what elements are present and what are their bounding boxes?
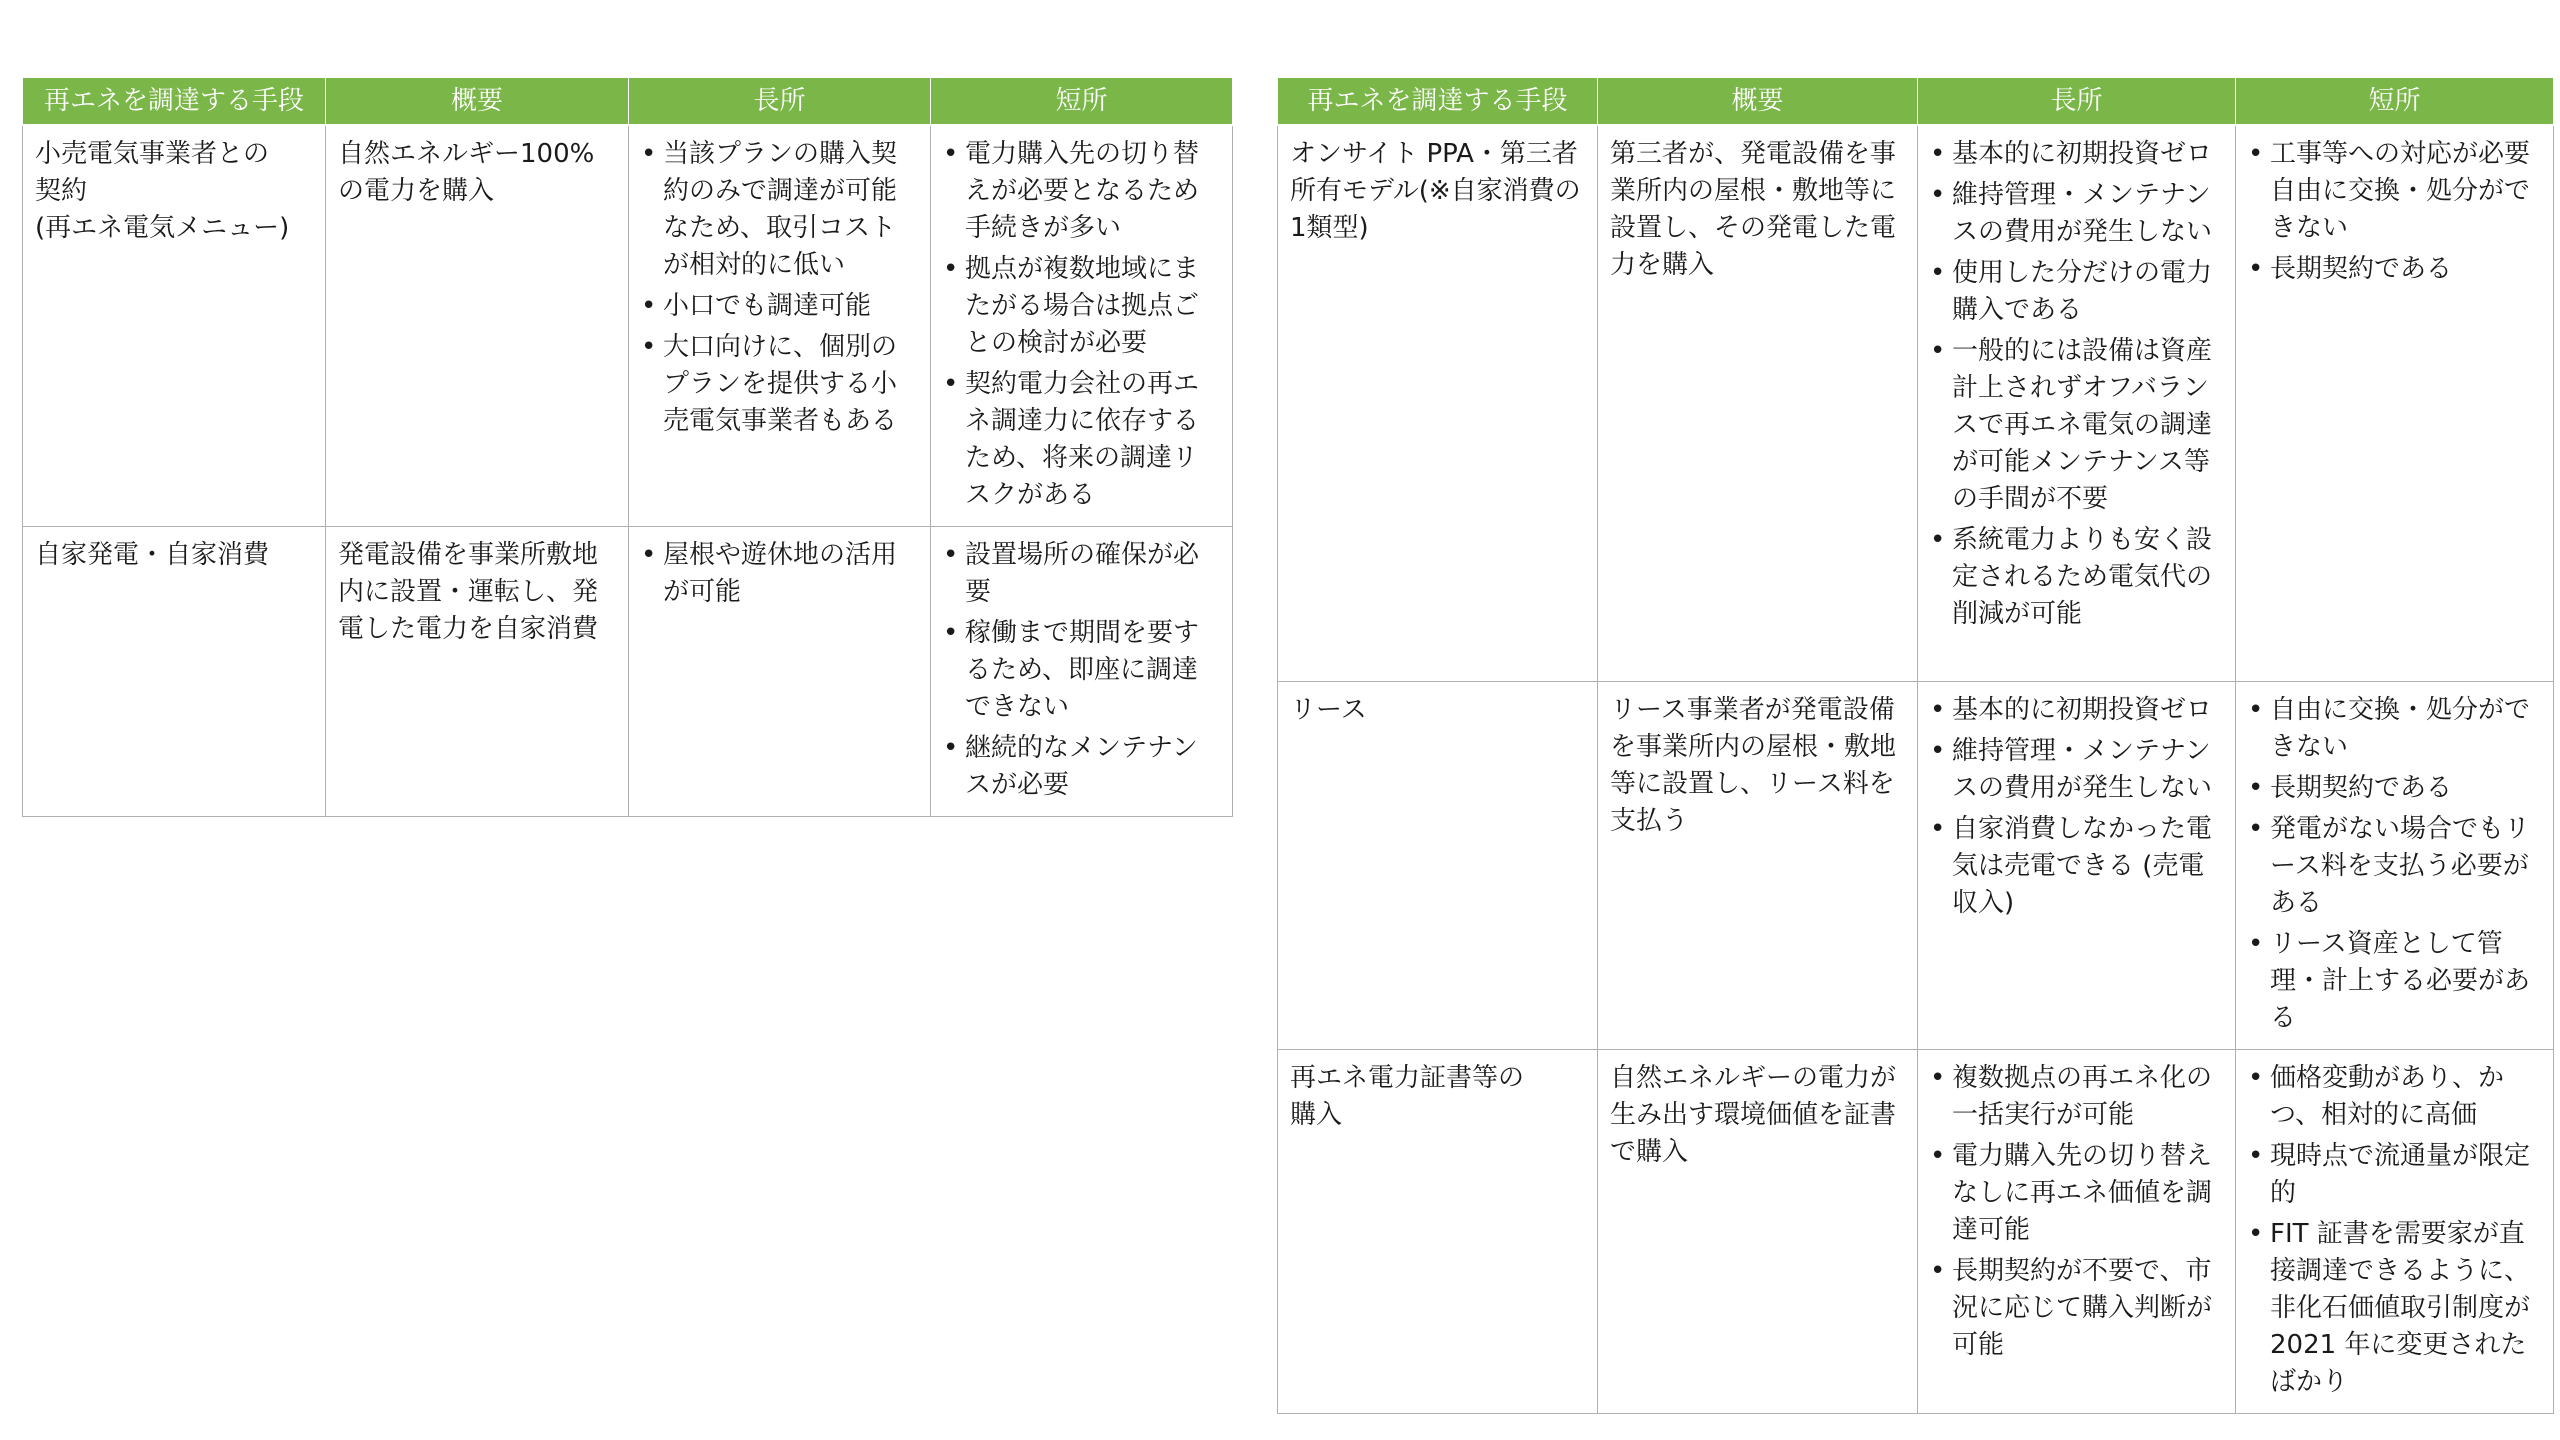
method-cell: オンサイト PPA・第三者所有モデル(※自家消費の1類型) — [1278, 125, 1598, 681]
cons-item: • 自由に交換・処分ができない — [2248, 692, 2543, 766]
cons-item: • 電力購入先の切り替えが必要となるため手続きが多い — [943, 136, 1222, 247]
pros-item: • 一般的には設備は資産計上されずオフバランスで再エネ電気の調達が可能メンテナンス等の手間が不要 — [1930, 333, 2225, 518]
header-method: 再エネを調達する手段 — [1278, 78, 1598, 125]
table-row — [23, 125, 1233, 527]
pros-item: • 小口でも調達可能 — [641, 288, 920, 325]
method-line: 小売電気事業者との — [35, 139, 270, 169]
method-cell — [23, 125, 326, 527]
header-row — [1278, 78, 2554, 125]
method-line: 契約 — [35, 176, 88, 206]
cons-cell — [931, 527, 1233, 817]
pros-cell — [1918, 1049, 2236, 1413]
pros-item: • 使用した分だけの電力購入である — [1930, 255, 2225, 329]
comparison-table-left — [22, 78, 1233, 817]
pros-cell — [1918, 681, 2236, 1049]
summary-cell: 自然エネルギー100%の電力を購入 — [326, 125, 629, 527]
pros-item: • 維持管理・メンテナンスの費用が発生しない — [1930, 733, 2225, 807]
pros-item: • 屋根や遊休地の活用が可能 — [641, 537, 920, 611]
pros-item: • 維持管理・メンテナンスの費用が発生しない — [1930, 177, 2225, 251]
header-pros: 長所 — [1918, 78, 2236, 125]
pros-cell — [629, 527, 931, 817]
summary-cell: 発電設備を事業所敷地内に設置・運転し、発電した電力を自家消費 — [326, 527, 629, 817]
header-cons: 短所 — [931, 78, 1233, 125]
header-method: 再エネを調達する手段 — [23, 78, 326, 125]
cons-item: • リース資産として管理・計上する必要がある — [2248, 926, 2543, 1037]
header-cons: 短所 — [2236, 78, 2554, 125]
cons-cell — [2236, 125, 2554, 681]
summary-cell: 第三者が、発電設備を事業所内の屋根・敷地等に設置し、その発電した電力を購入 — [1598, 125, 1918, 681]
pros-item: • 基本的に初期投資ゼロ — [1930, 136, 2225, 173]
method-cell: 自家発電・自家消費 — [23, 527, 326, 817]
cons-item: • 価格変動があり、かつ、相対的に高価 — [2248, 1060, 2543, 1134]
table-row — [1278, 1049, 2554, 1413]
cons-cell — [2236, 1049, 2554, 1413]
header-pros: 長所 — [629, 78, 931, 125]
method-cell: リース — [1278, 681, 1598, 1049]
cons-item: • 長期契約である — [2248, 251, 2543, 288]
header-row — [23, 78, 1233, 125]
comparison-table-right — [1277, 78, 2554, 1414]
cons-item: • 継続的なメンテナンスが必要 — [943, 730, 1222, 804]
cons-item: • FIT 証書を需要家が直接調達できるように、非化石価値取引制度が 2021 年に変更されたばかり — [2248, 1216, 2543, 1401]
pros-item: • 電力購入先の切り替えなしに再エネ価値を調達可能 — [1930, 1138, 2225, 1249]
cons-item: • 工事等への対応が必要自由に交換・処分ができない — [2248, 136, 2543, 247]
pros-item: • 大口向けに、個別のプランを提供する小売電気事業者もある — [641, 329, 920, 440]
pros-item: • 複数拠点の再エネ化の一括実行が可能 — [1930, 1060, 2225, 1134]
pros-item: • 当該プランの購入契約のみで調達が可能なため、取引コストが相対的に低い — [641, 136, 920, 284]
summary-cell: リース事業者が発電設備を事業所内の屋根・敷地等に設置し、リース料を支払う — [1598, 681, 1918, 1049]
cons-item: • 設置場所の確保が必要 — [943, 537, 1222, 611]
cons-item: • 稼働まで期間を要するため、即座に調達できない — [943, 615, 1222, 726]
method-line: (再エネ電気メニュー) — [35, 213, 290, 243]
method-line: 購入 — [1290, 1099, 1343, 1130]
cons-cell — [2236, 681, 2554, 1049]
table-row — [1278, 681, 2554, 1049]
pros-item: • 自家消費しなかった電気は売電できる (売電収入) — [1930, 811, 2225, 922]
pros-item: • 系統電力よりも安く設定されるため電気代の削減が可能 — [1930, 522, 2225, 633]
cons-item: • 契約電力会社の再エネ調達力に依存するため、将来の調達リスクがある — [943, 366, 1222, 514]
pros-cell — [629, 125, 931, 527]
summary-cell: 自然エネルギーの電力が生み出す環境価値を証書で購入 — [1598, 1049, 1918, 1413]
cons-item: • 現時点で流通量が限定的 — [2248, 1138, 2543, 1212]
cons-item: • 発電がない場合でもリース料を支払う必要がある — [2248, 811, 2543, 922]
method-line: 再エネ電力証書等の — [1290, 1062, 1525, 1093]
pros-cell — [1918, 125, 2236, 681]
method-cell — [1278, 1049, 1598, 1413]
pros-item: • 長期契約が不要で、市況に応じて購入判断が可能 — [1930, 1253, 2225, 1364]
header-summary: 概要 — [326, 78, 629, 125]
pros-item: • 基本的に初期投資ゼロ — [1930, 692, 2225, 729]
cons-item: • 長期契約である — [2248, 770, 2543, 807]
cons-cell — [931, 125, 1233, 527]
header-summary: 概要 — [1598, 78, 1918, 125]
table-row — [1278, 125, 2554, 681]
cons-item: • 拠点が複数地域にまたがる場合は拠点ごとの検討が必要 — [943, 251, 1222, 362]
table-row — [23, 527, 1233, 817]
